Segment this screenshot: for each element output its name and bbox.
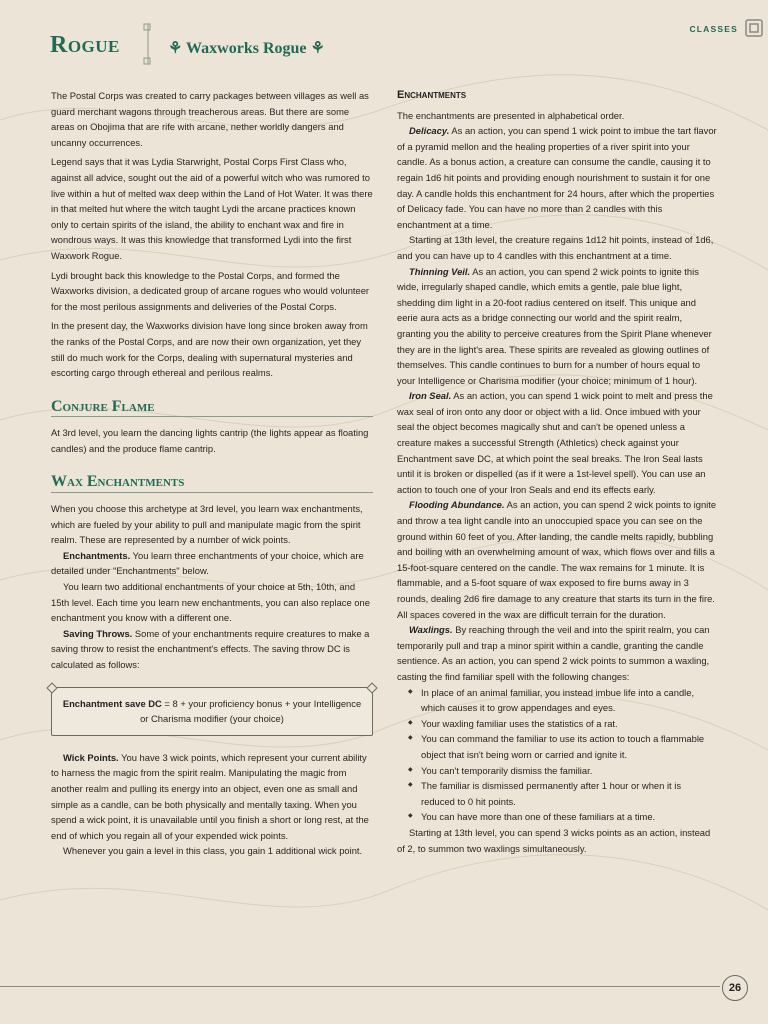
intro-paragraph: Lydi brought back this knowledge to the Postal Corps, and formed the Waxworks division, a dedicated group of arcane rogues who would volunteer for the most perilous assignments and deliveries of the Postal Corps. xyxy=(51,269,370,312)
saving-throws-label: Saving Throws. xyxy=(63,627,133,639)
page-title: Rogue xyxy=(50,32,120,58)
waxlings-more: Starting at 13th level, you can spend 3 wicks points as an action, instead of 2, to summon two waxlings simultaneously. xyxy=(397,826,711,854)
save-dc-box: Enchantment save DC = 8 + your proficiency bonus + your Intelligence or Charisma modifier (your choice) xyxy=(51,687,373,736)
intro-paragraph: In the present day, the Waxworks division have long since broken away from the ranks of the Postal Corps, and are now their own organization, yet they still do much work for the Corps, dealing with supernatural mysteries and escorting cargo through ethereal and perilous realms. xyxy=(51,320,368,379)
waxlings-label: Waxlings. xyxy=(409,624,453,636)
wax-enchantments-heading: Wax Enchantments xyxy=(51,474,373,493)
enchantments-heading: Enchantments xyxy=(397,89,467,101)
list-item: ◆ You can command the familiar to use its action to touch a flammable object that isn't being worn or carried and ignite it. xyxy=(419,731,717,762)
page-header xyxy=(50,30,380,66)
delicacy-paragraph: Delicacy. As an action, you can spend 1 wick point to imbue the tart flavor of a pyramid mellon and the healing properties of a river spirit into your candle. As a bonus action, a creature can consume the candle, causing it to regain 1d6 hit points and providing enough nourishment to sustain it for one day. A candle holds this enchantment for 24 hours, after which the properties of Delicacy fade. You can have no more than 2 candles with this enchantment at a time. xyxy=(397,125,717,230)
saving-throws-paragraph: Saving Throws. Some of your enchantments require creatures to make a saving throw to resist the enchantment's effects. The saving throw DC is calculated as follows: xyxy=(51,627,370,670)
wick-points-more: Whenever you gain a level in this class, you gain 1 additional wick point. xyxy=(63,845,363,857)
enchantments-label: Enchantments. xyxy=(63,549,131,561)
waxling-changes-list xyxy=(397,685,717,825)
enchantments-more: You learn two additional enchantments of your choice at 5th, 10th, and 15th level. Each time you learn new enchantments, you can also replace one enchantment you know with a different one. xyxy=(51,581,370,624)
thinning-veil-label: Thinning Veil. xyxy=(409,265,471,277)
list-item: ◆ Your waxling familiar uses the statistics of a rat. xyxy=(419,716,717,732)
wax-enchantments-text: When you choose this archetype at 3rd level, you learn wax enchantments, which are fueled by your ability to pull and manipulate magic from the spirit realm. These are represented by a number of wick points. xyxy=(51,503,363,546)
enchantments-intro: The enchantments are presented in alphabetical order. xyxy=(397,109,625,121)
page-subtitle: ⚘ Waxworks Rogue ⚘ xyxy=(168,40,325,57)
wick-points-paragraph: Wick Points. You have 3 wick points, which represent your current ability to harness the magic from the spirit realm. Manipulating the magic from another realm and pulling its energy into an object, even one as small and simple as a candle, can be both physically and mentally taxing. When you spend a wick point, it is unavailable until you finish a short or long rest, at the end of which you regain all of your expended wick points. xyxy=(51,751,369,841)
waxlings-paragraph: Waxlings. By reaching through the veil and into the spirit realm, you can temporarily pull and trap a minor spirit within a candle, granting the candle sentience. As an action, you can spend 2 wick points to summon a waxling, casting the find familiar spell with the following changes: xyxy=(397,624,710,682)
list-item: ◆ The familiar is dismissed permanently after 1 hour or when it is reduced to 0 hit points. xyxy=(419,778,717,809)
thinning-veil-paragraph: Thinning Veil. As an action, you can spend 2 wick points to ignite this wide, irregularly shaped candle, which emits a gentle, pale blue light, shedding dim light in a 20-foot radius centered on itself. This unique and eerie aura acts as a bridge connecting our world and the spirit realm, granting you the ability to perceive creatures from the Spirit Plane whenever they are in the light's area. These spirits are revealed as glowing outlines of themselves. This candle continues to burn for a number of hours equal to your Intelligence or Charisma modifier (your choice; minimum of 1 hour). xyxy=(397,265,712,386)
save-dc-label: Enchantment save DC xyxy=(62,697,162,709)
page-number: 26 xyxy=(722,975,748,1001)
flooding-abundance-paragraph: Flooding Abundance. As an action, you can spend 2 wick points to ignite and throw a tea light candle into an unoccupied space you can see on the ground within 60 feet of you. After landing, the candle melts rapidly, bubbling and boiling with an overwhelming amount of wax, which flows over and fills a 15-foot-square centered on the candle. The wax remains for 1 minute. It is flammable, and a 5-foot square of wax exposed to fire burns away in 3 rounds, dealing 2d6 fire damage to any creature that starts its turn in the fire. All spaces covered in the wax are difficult terrain for the duration. xyxy=(397,499,717,620)
right-column xyxy=(397,88,717,856)
delicacy-label: Delicacy. xyxy=(409,125,450,137)
intro-paragraph: The Postal Corps was created to carry packages between villages as well as guard merchant wagons through treacherous areas. But there are some areas on Obojima that are rife with arcane, nether worldly dangers and uncanny occurrences. xyxy=(51,90,369,148)
footer-rule xyxy=(0,986,720,987)
section-tag[interactable]: CLASSES xyxy=(689,24,738,34)
list-item: ◆ In place of an animal familiar, you instead imbue life into a candle, which causes it to grow appendages and eyes. xyxy=(419,685,717,716)
chapter-icon xyxy=(744,18,764,38)
list-item: ◆ You can't temporarily dismiss the familiar. xyxy=(419,763,717,779)
delicacy-more: Starting at 13th level, the creature regains 1d12 hit points, instead of 1d6, and you can have up to 4 candles with this enchantment at a time. xyxy=(397,234,714,261)
left-column xyxy=(51,88,373,859)
enchantments-paragraph: Enchantments. You learn three enchantments of your choice, which are detailed under "Enchantments" below. xyxy=(51,549,364,577)
wick-points-label: Wick Points. xyxy=(63,751,119,763)
intro-paragraph: Legend says that it was Lydia Starwright, Postal Corps First Class who, against all advice, sought out the aid of a powerful witch who was rumored to live within a hut of melted wax deep within the Land of Hot Water. It was there in that melted hut where the witch taught Lydi the arcane practices known only to certain spirits of the island, the ability to enchant wax and fire in wondrous ways. It was this knowledge that transformed Lydi into the first Waxwork Rogue. xyxy=(51,156,373,261)
conjure-flame-heading: Conjure Flame xyxy=(51,399,373,418)
conjure-flame-text: At 3rd level, you learn the dancing lights cantrip (the lights appear as floating candles) and the produce flame cantrip. xyxy=(51,427,369,454)
iron-seal-label: Iron Seal. xyxy=(409,390,452,402)
list-item: ◆ You can have more than one of these familiars at a time. xyxy=(419,809,717,825)
flooding-abundance-label: Flooding Abundance. xyxy=(409,499,505,511)
iron-seal-paragraph: Iron Seal. As an action, you can spend 1 wick point to melt and press the wax seal of iron onto any door or object with a lid. Once imbued with your seal the object becomes magically shut and can't be opened unless a creature makes a successful Strength (Athletics) check against your Enchantment save DC, at which point the seal breaks. The Iron Seal lasts until it is broken or dispelled (as if it were a 1st-level spell). You can use an action to touch one of your Iron Seals and end its effects early. xyxy=(397,390,713,495)
